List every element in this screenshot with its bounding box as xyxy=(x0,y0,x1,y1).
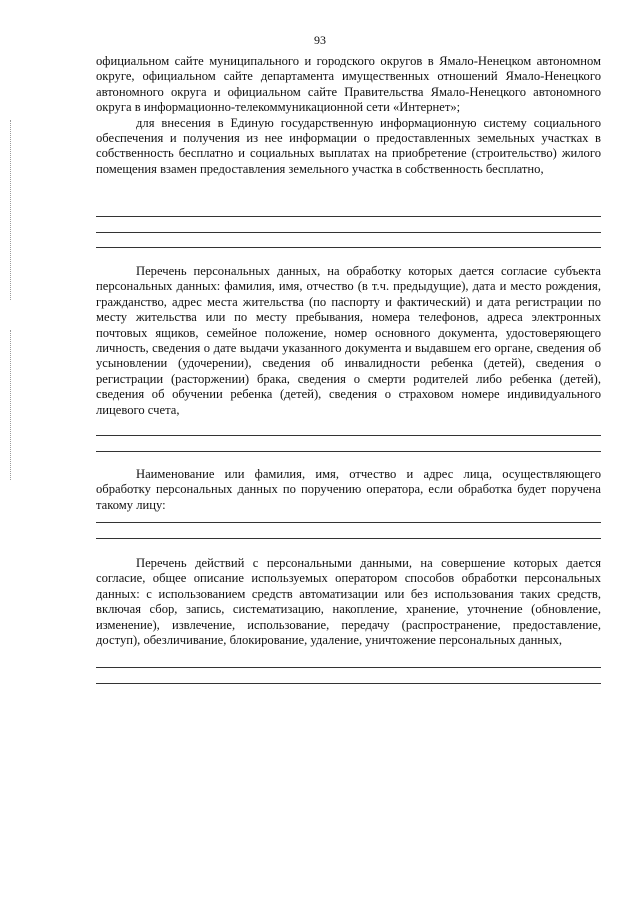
blank-line xyxy=(96,522,601,523)
scan-margin-mark xyxy=(10,330,12,480)
text-block-processing-actions xyxy=(96,556,601,648)
blank-line xyxy=(96,538,601,539)
paragraph-processor-name: Наименование или фамилия, имя, отчество и адрес лица, осуществляющего обработку персональных данных по поручению оператора, если обработка будет поручена такому лицу: xyxy=(96,467,601,512)
paragraph-publication-sites: официальном сайте муниципального и городского округов в Ямало-Ненецком автономном округе, официальном сайте департамента имущественных отношений Ямало-Ненецкого автономного округа и официальном сайте Правительства Ямало-Ненецкого автономного округа в информационно-телекоммуникационной сети «Интернет»; xyxy=(96,54,601,115)
paragraph-personal-data-list: Перечень персональных данных, на обработку которых дается согласие субъекта персональных данных: фамилия, имя, отчество (в т.ч. предыдущие), дата и место рождения, гражданство, адрес места жительства (по паспорту и фактический) и дата регистрации по месту жительства или по месту пребывания, номера телефонов, адреса электронных почтовых ящиков, семейное положение, номер основного документа, удостоверяющего личность, сведения о дате выдачи указанного документа и выдавшем его органе, сведения об усыновлении (удочерении), сведения об инвалидности ребенка (детей), сведения о регистрации (расторжении) брака, сведения о смерти родителей либо ребенка (детей), сведения об обучении ребенка (детей), сведения о страховом номере индивидуального лицевого счета, xyxy=(96,264,601,417)
text-block-publication-purposes xyxy=(96,54,601,177)
blank-line xyxy=(96,683,601,684)
blank-line xyxy=(96,435,601,436)
blank-line xyxy=(96,247,601,248)
blank-line xyxy=(96,216,601,217)
paragraph-processing-actions: Перечень действий с персональными данными, на совершение которых дается согласие, общее описание используемых оператором способов обработки персональных данных: с использованием средств автоматизации или без использования таких средств, включая сбор, запись, систематизацию, накопление, хранение, уточнение (обновление, изменение), извлечение, использование, передачу (распространение, предоставление, доступ), обезличивание, блокирование, удаление, уничтожение персональных данных, xyxy=(96,556,601,648)
paragraph-egisso-purpose: для внесения в Единую государственную информационную систему социального обеспечения и получения из нее информации о предоставленных земельных участках в собственность бесплатно и социальных выплатах на приобретение (строительство) жилого помещения взамен предоставления земельного участка в собственность бесплатно, xyxy=(96,115,601,176)
scan-margin-mark xyxy=(10,120,12,300)
blank-line xyxy=(96,667,601,668)
blank-line xyxy=(96,451,601,452)
text-block-processor-name xyxy=(96,467,601,513)
blank-line xyxy=(96,232,601,233)
text-block-personal-data-list xyxy=(96,264,601,418)
page-number: 93 xyxy=(314,33,326,47)
